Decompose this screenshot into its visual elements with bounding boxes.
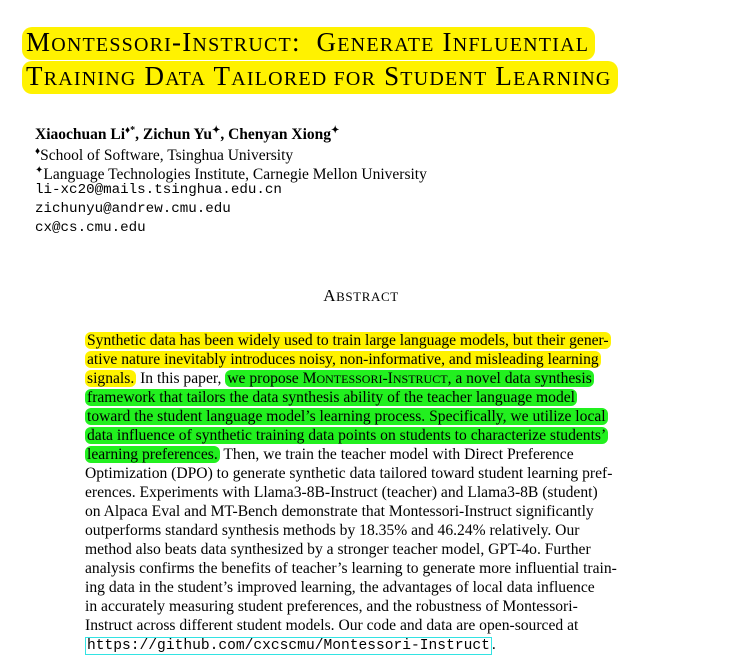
plain-text: . (491, 636, 496, 653)
affiliation-text: Language Technologies Institute, Carnegie Mellon University (43, 166, 427, 184)
affiliation-mark: ♦ (35, 146, 41, 157)
author-name: Zichun Yu (142, 126, 212, 144)
author-mark: ✦ (331, 125, 340, 136)
abstract-line (85, 388, 640, 407)
title-word: ENERATE (337, 34, 435, 56)
title-word: S (376, 61, 401, 91)
abstract-line: outperforms standard synthesis methods by 18.35% and 46.24% relatively. Our (85, 522, 580, 539)
title-word: -I (172, 27, 193, 57)
text-fragment: , a novel data synthesis (447, 370, 592, 387)
highlighted-text: Synthetic data has been widely used to train large language models, but their gener- (87, 332, 609, 349)
author-mark: ✦ (211, 125, 221, 136)
abstract-line: erences. Experiments with Llama3-8B-Instruct (teacher) and Llama3-8B (student) (85, 484, 598, 501)
abstract-line (85, 445, 640, 464)
abstract-line: method also beats data synthesized by a stronger teacher model, GPT-4o. Further (85, 541, 591, 558)
title-word: NSTRUCT (192, 34, 292, 56)
author-list: Xiaochuan Li♦*, Zichun Yu✦, Chenyan Xiong✦ (35, 125, 340, 144)
author-email[interactable]: cx@cs.cmu.edu (35, 220, 146, 236)
title-word: RAINING (43, 68, 137, 90)
abstract-line: Instruct across different student models. Our code and data are open-sourced at (85, 617, 579, 634)
plain-text: In this paper, (136, 370, 226, 387)
text-fragment: we propose M (227, 370, 317, 387)
heading-cap: A (323, 286, 337, 305)
text-fragment: ONTESSORI (316, 372, 383, 386)
title-word: EARNING (513, 68, 612, 90)
text-fragment: NSTRUCT (392, 372, 448, 386)
title-word: M (26, 27, 52, 57)
paper-title-line-2 (22, 61, 618, 94)
affiliation-mark: ✦ (35, 165, 44, 176)
title-word: D (136, 61, 166, 91)
title-word: TUDENT (400, 68, 488, 90)
author-name: Xiaochuan Li (35, 126, 126, 144)
title-word: ATA (165, 68, 207, 90)
title-word: : G (291, 27, 338, 57)
abstract-line (85, 331, 640, 350)
code-repo-link[interactable]: https://github.com/cxcscmu/Montessori-Instruct (87, 638, 490, 654)
plain-text: Then, we train the teacher model with Direct Preference (219, 446, 574, 463)
highlighted-text: signals. (87, 370, 135, 387)
affiliation-text: School of Software, Tsinghua University (40, 147, 294, 165)
title-word: I (434, 27, 453, 57)
highlighted-text: data influence of synthetic training data points on students to characterize students’ (87, 427, 607, 444)
title-word: NFLUENTIAL (452, 34, 590, 56)
author-mark: ♦* (125, 125, 136, 136)
abstract-line: in accurately measuring student preferences, and the robustness of Montessori- (85, 598, 578, 615)
abstract-line (85, 369, 640, 389)
abstract-line: Optimization (DPO) to generate synthetic data tailored toward student learning pref- (85, 465, 613, 482)
abstract-heading (0, 286, 722, 306)
title-word: ONTESSORI (51, 34, 173, 56)
author-name: Chenyan Xiong (228, 126, 332, 144)
abstract-line: analysis confirms the benefits of teacher’s learning to generate more influential train- (85, 560, 617, 577)
title-word: L (487, 61, 514, 91)
abstract-line (85, 407, 640, 426)
heading-rest: BSTRACT (336, 289, 399, 304)
abstract-line (85, 635, 640, 656)
highlighted-text: framework that tailors the data synthesis ability of the teacher language model (87, 389, 576, 406)
abstract-line: on Alpaca Eval and MT-Bench demonstrate that Montessori-Instruct significantly (85, 503, 594, 520)
abstract-line (85, 426, 640, 445)
highlighted-text: ative nature inevitably introduces noisy, non-informative, and misleading learning (87, 351, 599, 368)
author-email[interactable]: li-xc20@mails.tsinghua.edu.cn (35, 182, 282, 198)
author-email[interactable]: zichunyu@andrew.cmu.edu (35, 201, 231, 217)
highlighted-text: toward the student language model’s learning process. Specifically, we utilize local (87, 408, 606, 425)
title-word: AILORED FOR (231, 68, 377, 90)
title-word: T (26, 61, 44, 91)
text-fragment: -I (382, 370, 393, 387)
title-word: T (206, 61, 232, 91)
paper-title-line-1 (22, 27, 595, 60)
highlighted-text (225, 370, 594, 387)
highlighted-text: learning preferences. (87, 446, 218, 463)
abstract-line: ing data in the student’s improved learning, the advantages of local data influence (85, 579, 595, 596)
abstract-line (85, 350, 640, 369)
